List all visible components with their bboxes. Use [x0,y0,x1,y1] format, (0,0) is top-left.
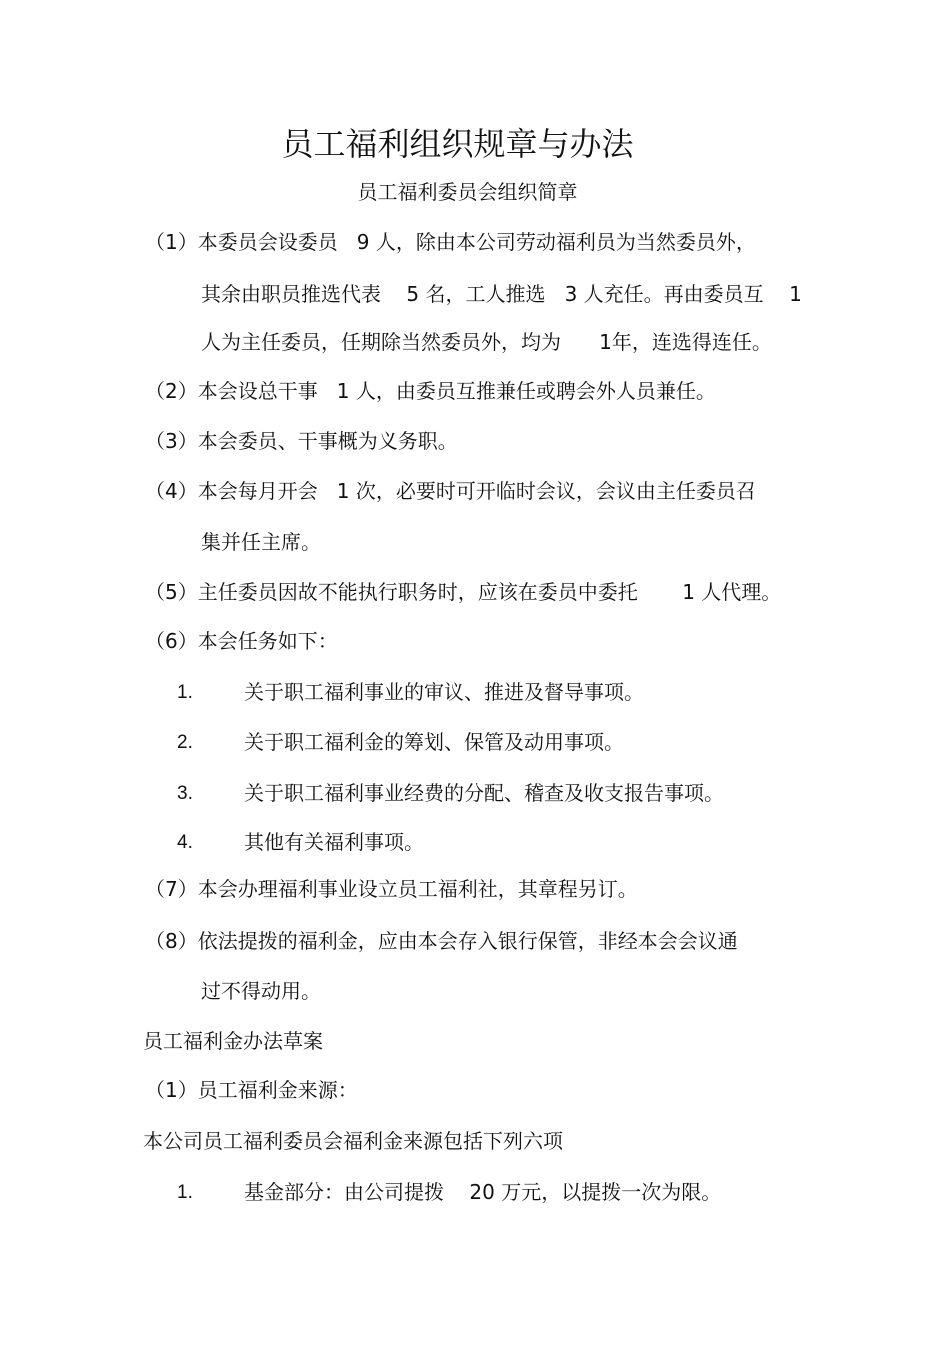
clause-4-line-1: （4）本会每月开会 1 次，必要时可开临时会议，会议由主任委员召 [145,479,756,503]
list-item: 其他有关福利事项。 [244,830,424,854]
clause-2: （2）本会设总干事 1 人，由委员互推兼任或聘会外人员兼任。 [145,379,716,403]
clause-1-line-3: 人为主任委员，任期除当然委员外，均为 1年，连选得连任。 [201,330,772,354]
list-number: 3. [177,783,193,804]
clause-8-line-2: 过不得动用。 [201,979,321,1003]
list-number: 4. [177,832,193,853]
clause-6: （6）本会任务如下： [145,629,338,653]
clause-1-line-1: （1）本委员会设委员 9 人，除由本公司劳动福利员为当然委员外， [145,230,756,254]
fund-source-heading: （1）员工福利金来源： [145,1078,358,1102]
clause-7: （7）本会办理福利事业设立员工福利社，其章程另订。 [145,877,638,901]
list-item: 基金部分：由公司提拨 20 万元，以提拨一次为限。 [244,1180,722,1204]
clause-4-line-2: 集并任主席。 [201,530,321,554]
document-subtitle: 员工福利委员会组织简章 [357,180,578,204]
section-heading: 员工福利金办法草案 [143,1029,323,1053]
clause-1-line-2: 其余由职员推选代表 5 名，工人推选 3 人充任。再由委员互 1 [201,282,802,306]
document-title: 员工福利组织规章与办法 [281,125,634,163]
clause-3: （3）本会委员、干事概为义务职。 [145,429,458,453]
list-number: 1. [177,682,193,703]
fund-source-intro: 本公司员工福利委员会福利金来源包括下列六项 [143,1129,563,1153]
list-item: 关于职工福利金的筹划、保管及动用事项。 [244,730,624,754]
clause-8-line-1: （8）依法提拨的福利金，应由本会存入银行保管，非经本会会议通 [145,929,738,953]
list-item: 关于职工福利事业经费的分配、稽查及收支报告事项。 [244,781,724,805]
list-item: 关于职工福利事业的审议、推进及督导事项。 [244,680,644,704]
list-number: 1. [177,1182,193,1203]
clause-5: （5）主任委员因故不能执行职务时，应该在委员中委托 1 人代理。 [145,580,782,604]
list-number: 2. [177,732,193,753]
